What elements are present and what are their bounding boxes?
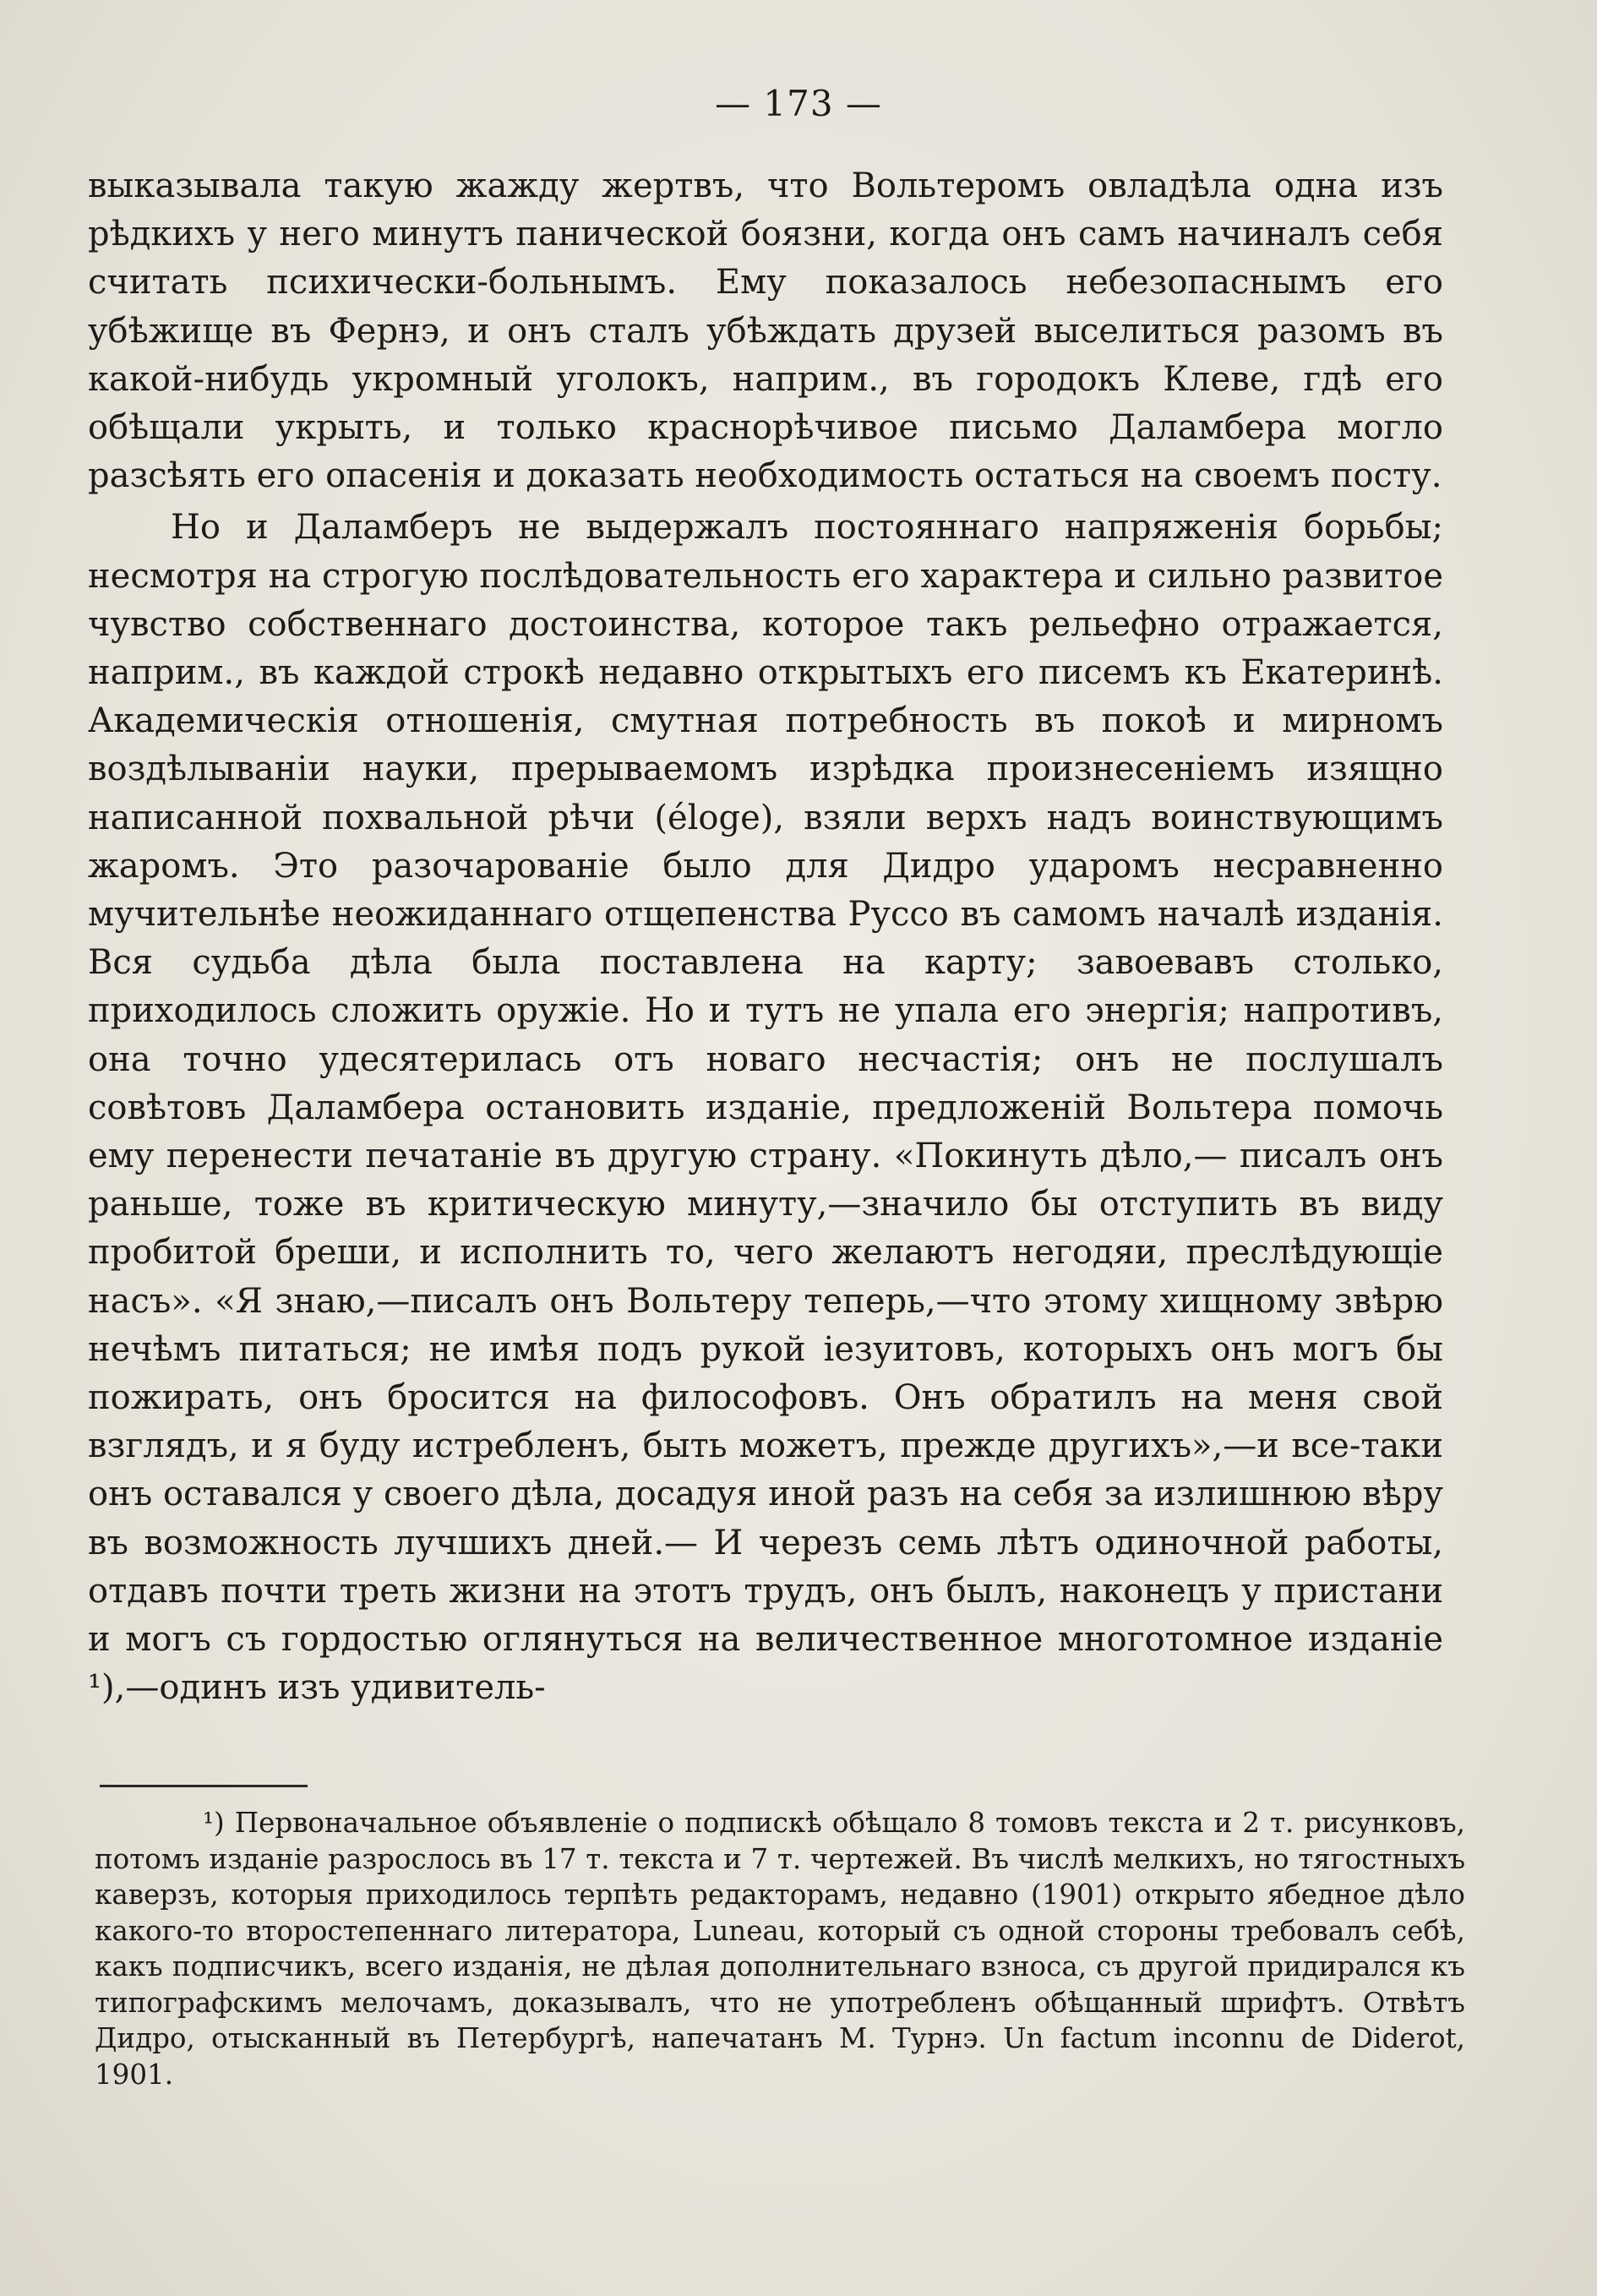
paragraph-1: выказывала такую жажду жертвъ, что Вольтеромъ овладѣла одна изъ рѣдкихъ у него минутъ панической боязни, когда онъ самъ начиналъ себя считать психически-больнымъ. Ему показалось небезопаснымъ его убѣжище въ Фернэ, и онъ сталъ убѣждать друзей выселиться разомъ въ какой-нибудь укромный уголокъ, наприм., въ городокъ Клеве, гдѣ его обѣщали укрыть, и только краснорѣчивое письмо Даламбера могло разсѣять его опасенія и доказать необходимость остаться на своемъ посту. <box>88 166 1443 496</box>
footnote-divider <box>100 1785 308 1787</box>
paragraph-2: Но и Даламберъ не выдержалъ постояннаго напряженія борьбы; несмотря на строгую послѣдовательность его характера и сильно развитое чувство собственнаго достоинства, которое такъ рельефно отражается, наприм., въ каждой строкѣ недавно открытыхъ его писемъ къ Екатеринѣ. Академическія отношенія, смутная потребность въ покоѣ и мирномъ воздѣлываніи науки, прерываемомъ изрѣдка произнесеніемъ изящно написанной похвальной рѣчи (éloge), взяли верхъ надъ воинствующимъ жаромъ. Это разочарованіе было для Дидро ударомъ несравненно мучительнѣе неожиданнаго отщепенства Руссо въ самомъ началѣ изданія. Вся судьба дѣла была поставлена на карту; завоевавъ столько, приходилось сложить оружіе. Но и тутъ не упала его энергія; напротивъ, она точно удесятерилась отъ новаго несчастія; онъ не послушалъ совѣтовъ Даламбера остановить изданіе, предложеній Вольтера помочь ему перенести печатаніе въ другую страну. «Покинуть дѣло,— писалъ онъ раньше, тоже въ критическую минуту,—значило бы отступить въ виду пробитой бреши, и исполнить то, чего желаютъ негодяи, преслѣдующіе насъ». «Я знаю,—писалъ онъ Вольтеру теперь,—что этому хищному звѣрю нечѣмъ питаться; не имѣя подъ рукой іезуитовъ, которыхъ онъ могъ бы пожирать, онъ бросится на философовъ. Онъ обратилъ на меня свой взглядъ, и я буду истребленъ, быть можетъ, прежде другихъ»,—и все-таки онъ оставался у своего дѣла, досадуя иной разъ на себя за излишнюю вѣру въ возможность лучшихъ дней.— И черезъ семь лѣтъ одиночной работы, отдавъ почти треть жизни на этотъ трудъ, онъ былъ, наконецъ у пристани и могъ съ гордостью оглянуться на величественное многотомное изданіе ¹),—одинъ изъ удивитель- <box>88 508 1443 1708</box>
footnote: ¹) Первоначальное объявленіе о подпискѣ обѣщало 8 томовъ текста и 2 т. рисунковъ, потомъ изданіе разрослось въ 17 т. текста и 7 т. чертежей. Въ числѣ мелкихъ, но тягостныхъ каверзъ, которыя приходилось терпѣть редакторамъ, недавно (1901) открыто ябедное дѣло какого-то второстепеннаго литератора, Luneau, который съ одной стороны требовалъ себѣ, какъ подписчикъ, всего изданія, не дѣлая дополнительнаго взноса, съ другой придирался къ типографскимъ мелочамъ, доказывалъ, что не употребленъ обѣщанный шрифтъ. Отвѣтъ Дидро, отысканный въ Петербургѣ, напечатанъ М. Турнэ. Un factum inconnu de Diderot, 1901. <box>95 1807 1465 2091</box>
page-number: — 173 — <box>715 83 882 124</box>
body-text <box>88 162 1443 1713</box>
